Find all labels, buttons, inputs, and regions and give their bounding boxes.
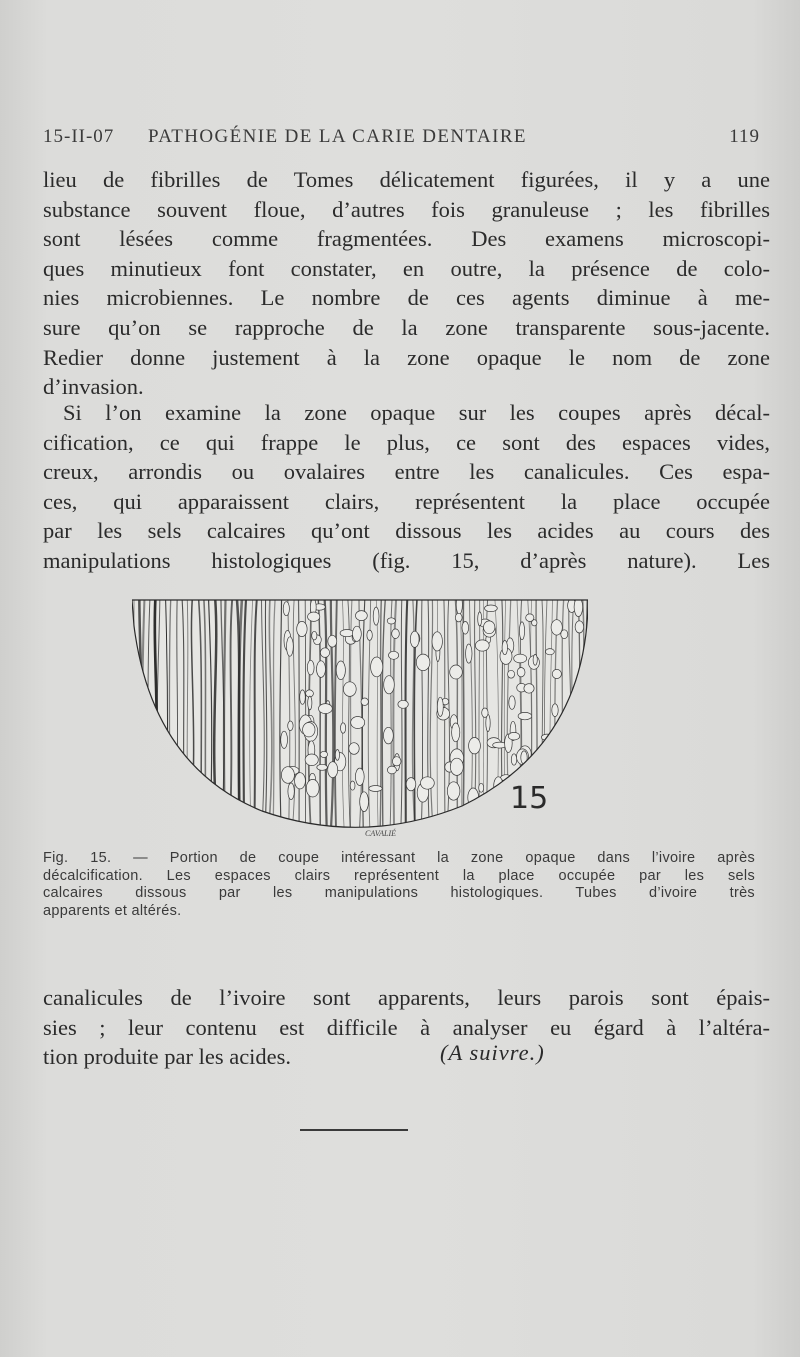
figure-number-label: 15	[510, 781, 549, 816]
clear-space-mark	[398, 700, 408, 708]
clear-space-mark	[552, 704, 558, 717]
clear-space-mark	[561, 630, 568, 639]
clear-space-mark	[518, 712, 532, 719]
clear-space-mark	[552, 669, 561, 678]
clear-space-mark	[410, 631, 419, 647]
clear-space-mark	[317, 661, 326, 678]
clear-space-mark	[392, 629, 400, 639]
text-line: cification, ce qui frappe le plus, ce sont des espaces vides,	[43, 429, 770, 455]
clear-space-mark	[353, 626, 362, 641]
clear-space-mark	[320, 751, 327, 757]
clear-space-mark	[484, 621, 495, 634]
clear-space-mark	[521, 751, 527, 764]
clear-space-mark	[343, 682, 356, 697]
text-line: sure qu’on se rapproche de la zone transparente sous-jacente.	[43, 314, 770, 340]
clear-space-mark	[421, 777, 435, 789]
text-line: canalicules de l’ivoire sont apparents, leurs parois sont épais-	[43, 985, 770, 1010]
clear-space-mark	[455, 613, 462, 622]
header-title: PATHOGÉNIE DE LA CARIE DENTAIRE	[148, 126, 527, 147]
clear-space-mark	[452, 723, 460, 742]
paragraph-1	[43, 165, 770, 402]
clear-space-mark	[281, 731, 288, 748]
clear-space-mark	[437, 697, 443, 716]
clear-space-mark	[356, 611, 368, 621]
clear-space-mark	[350, 781, 355, 790]
clear-space-mark	[335, 750, 339, 761]
clear-space-mark	[287, 637, 294, 656]
text-line: sies ; leur contenu est difficile à analyser eu égard à l’altéra-	[43, 1014, 770, 1040]
clear-space-mark	[555, 787, 560, 803]
figure-caption	[43, 850, 755, 920]
running-header	[43, 126, 760, 156]
clear-space-mark	[305, 754, 318, 766]
clear-space-mark	[308, 612, 320, 621]
clear-space-mark	[373, 607, 379, 625]
text-line: lieu de fibrilles de Tomes délicatement figurées, il y a une	[43, 167, 770, 192]
clear-space-mark	[328, 762, 338, 778]
clear-space-mark	[281, 767, 294, 784]
clear-space-mark	[303, 723, 315, 737]
clear-space-mark	[519, 622, 524, 640]
clear-space-mark	[288, 721, 293, 731]
clear-space-mark	[283, 602, 289, 616]
text-line: substance souvent floue, d’autres fois granuleuse ; les fibrilles	[43, 196, 770, 222]
clear-space-mark	[546, 649, 555, 655]
paragraph-2	[43, 398, 770, 576]
clear-space-mark	[387, 618, 395, 624]
text-line: ces, qui apparaissent clairs, représentent la place occupée	[43, 488, 770, 514]
clear-space-mark	[494, 777, 503, 795]
clear-space-mark	[550, 739, 558, 757]
clear-space-mark	[406, 778, 416, 791]
clear-space-mark	[564, 776, 572, 783]
caption-line: calcaires dissous par les manipulations histologiques. Tubes d’ivoire très	[43, 885, 755, 901]
caption-line: Fig. 15. — Portion de coupe intéressant la zone opaque dans l’ivoire après	[43, 850, 755, 866]
clear-space-mark	[295, 773, 306, 789]
clear-space-mark	[475, 640, 489, 651]
clear-space-mark	[384, 676, 395, 694]
clear-space-mark	[450, 758, 463, 775]
clear-space-mark	[387, 766, 396, 774]
figure-15-illustration	[132, 596, 588, 836]
clear-space-mark	[384, 727, 394, 744]
clear-space-mark	[517, 668, 525, 677]
clear-space-mark	[508, 670, 515, 678]
clear-space-mark	[485, 605, 498, 612]
text-line: manipulations histologiques (fig. 15, d’après nature). Les	[43, 547, 770, 573]
clear-space-mark	[478, 612, 482, 626]
clear-space-mark	[450, 665, 463, 679]
clear-space-mark	[533, 654, 537, 665]
text-line: sont lésées comme fragmentées. Des examens microscopi-	[43, 226, 770, 252]
text-line: d’invasion.	[43, 374, 144, 400]
clear-space-mark	[341, 723, 346, 733]
clear-space-mark	[392, 757, 401, 766]
clear-space-mark	[526, 614, 534, 622]
clear-space-mark	[367, 630, 372, 640]
clear-space-mark	[508, 732, 519, 740]
clear-space-mark	[349, 743, 359, 755]
clear-space-mark	[389, 651, 399, 659]
section-divider	[300, 1129, 408, 1131]
clear-space-mark	[524, 684, 534, 694]
clear-space-mark	[320, 648, 329, 658]
clear-space-mark	[297, 621, 307, 636]
clear-space-mark	[328, 635, 337, 647]
clear-space-mark	[558, 750, 566, 764]
clear-space-mark	[351, 717, 365, 729]
clear-space-mark	[456, 596, 462, 614]
clear-space-mark	[306, 779, 319, 797]
artist-signature: CAVALIÉ	[365, 829, 397, 836]
clear-space-mark	[307, 660, 314, 675]
clear-space-mark	[369, 786, 382, 792]
clear-space-mark	[575, 621, 584, 633]
header-date: 15-II-07	[43, 126, 115, 147]
clear-space-mark	[371, 657, 383, 677]
continuation-note: (A suivre.)	[440, 1040, 545, 1065]
clear-space-mark	[479, 783, 484, 792]
clear-space-mark	[482, 708, 488, 717]
clear-space-mark	[308, 696, 312, 710]
clear-space-mark	[300, 690, 306, 704]
text-line: tion produite par les acides.	[43, 1044, 292, 1070]
clear-space-mark	[361, 698, 368, 705]
clear-space-mark	[317, 764, 328, 770]
clear-space-mark	[511, 754, 516, 765]
paragraph-3	[43, 983, 770, 1072]
clear-space-mark	[360, 792, 369, 812]
clear-space-mark	[336, 661, 345, 680]
text-line: Redier donne justement à la zone opaque le nom de zone	[43, 344, 770, 370]
clear-space-mark	[509, 696, 515, 710]
clear-space-mark	[416, 654, 430, 671]
clear-space-mark	[432, 632, 442, 651]
text-line: nies microbiennes. Le nombre de ces agents diminue à me-	[43, 285, 770, 311]
clear-space-mark	[561, 717, 573, 723]
clear-space-mark	[462, 622, 469, 635]
clear-space-mark	[466, 644, 472, 663]
page-number: 119	[729, 126, 760, 147]
clear-space-mark	[288, 783, 294, 800]
text-line: creux, arrondis ou ovalaires entre les canalicules. Ces espa-	[43, 459, 770, 485]
clear-space-mark	[469, 738, 481, 754]
text-line: Si l’on examine la zone opaque sur les coupes après décal-	[63, 400, 770, 425]
text-line: par les sels calcaires qu’ont dissous les acides au cours des	[43, 518, 770, 544]
clear-space-mark	[319, 704, 333, 714]
clear-space-mark	[312, 631, 317, 640]
clear-space-mark	[340, 630, 354, 637]
clear-space-mark	[502, 641, 507, 655]
text-line: ques minutieux font constater, en outre, la présence de colo-	[43, 255, 770, 281]
clear-space-mark	[514, 654, 527, 663]
clear-space-mark	[355, 768, 364, 785]
caption-line: apparents et altérés.	[43, 902, 182, 919]
clear-space-mark	[447, 782, 460, 800]
caption-line: décalcification. Les espaces clairs représentent la place occupée par les sels	[43, 867, 755, 884]
